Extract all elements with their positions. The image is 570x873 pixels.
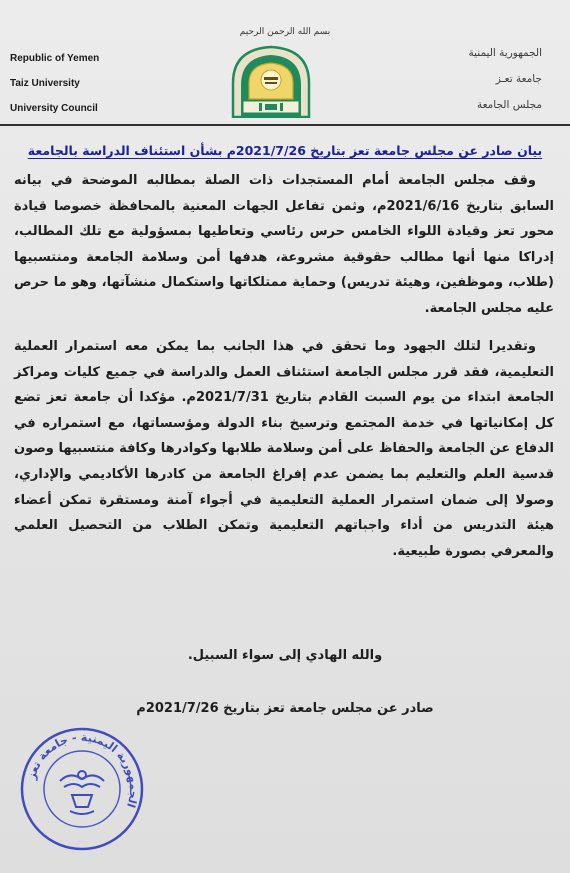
english-header [10, 46, 99, 121]
issued-line: صادر عن مجلس جامعة تعز بتاريخ 2021/7/26م [136, 701, 434, 716]
stamp-text: الجمهورية اليمنية - جامعة تعز [25, 730, 141, 810]
closing-line: والله الهادي إلى سواء السبيل. [187, 648, 383, 663]
english-university: Taiz University [10, 78, 80, 89]
university-logo [229, 43, 313, 118]
official-stamp [16, 723, 148, 855]
arabic-header [468, 40, 542, 118]
document-title: بيان صادر عن مجلس جامعة تعز بتاريخ 2021/7/26م بشأن استئناف الدراسة بالجامعة [27, 143, 543, 158]
arabic-council: مجلس الجامعة [476, 99, 542, 111]
english-country: Republic of Yemen [10, 53, 100, 64]
document-body [14, 168, 554, 564]
english-council: University Council [10, 103, 98, 114]
basmala: بسم الله الرحمن الرحيم [239, 27, 331, 37]
paragraph-2: وتقديرا لتلك الجهود وما تحقق في هذا الجانب بما يمكن معه استمرار العملية التعليمية، فقد قرر مجلس الجامعة استئناف العمل والدراسة في جميع كليات ومراكز الجامعة ابتداء من يوم السبت القادم بتاريخ 2021/7/31م. مؤكدا أن جامعة تعز تضع كل إمكانياتها في خدمة المجتمع وترسيخ بناء الدولة ومؤسساتها، مع استمراره في الدفاع عن الجامعة والحفاظ على أمن وسلامة طلابها وكوادرها وكافة منتسبيها وصون قدسية العلم والتعليم بما يضمن عدم إفراغ الجامعة من كادرها الأكاديمي والإداري، وصولا إلى ضمان استمرار العملية التعليمية في أجواء آمنة ومستقرة تمكن أعضاء هيئة التدريس من أداء واجباتهم التعليمية وتمكن الطلاب من التحصيل العلمي والمعرفي بصورة طبيعية. [14, 339, 554, 559]
paragraph-1: وقف مجلس الجامعة أمام المستجدات ذات الصلة بمطالبه الموضحة في بيانه السابق بتاريخ 2021/6/16م، وثمن تفاعل الجهات المعنية بالمحافظة خصوصا قيادة محور تعز وقيادة اللواء الخامس حرس رئاسي وتعاطيها بمسؤولية مع تلك المطالب، إدراكا منها أنها مطالب حقوقية مشروعة، هدفها أمن وسلامة الجامعة ومنتسبيها (طلاب، وموظفين، وهيئة تدريس) وحماية ممتلكاتها واستكمال منشآتها، وهو ما حرص عليه مجلس الجامعة. [14, 173, 554, 316]
arabic-country: الجمهورية اليمنية [468, 47, 542, 59]
eagle-icon [60, 771, 104, 814]
header-divider [0, 124, 570, 126]
arabic-university: جامعة تعـز [495, 73, 542, 85]
